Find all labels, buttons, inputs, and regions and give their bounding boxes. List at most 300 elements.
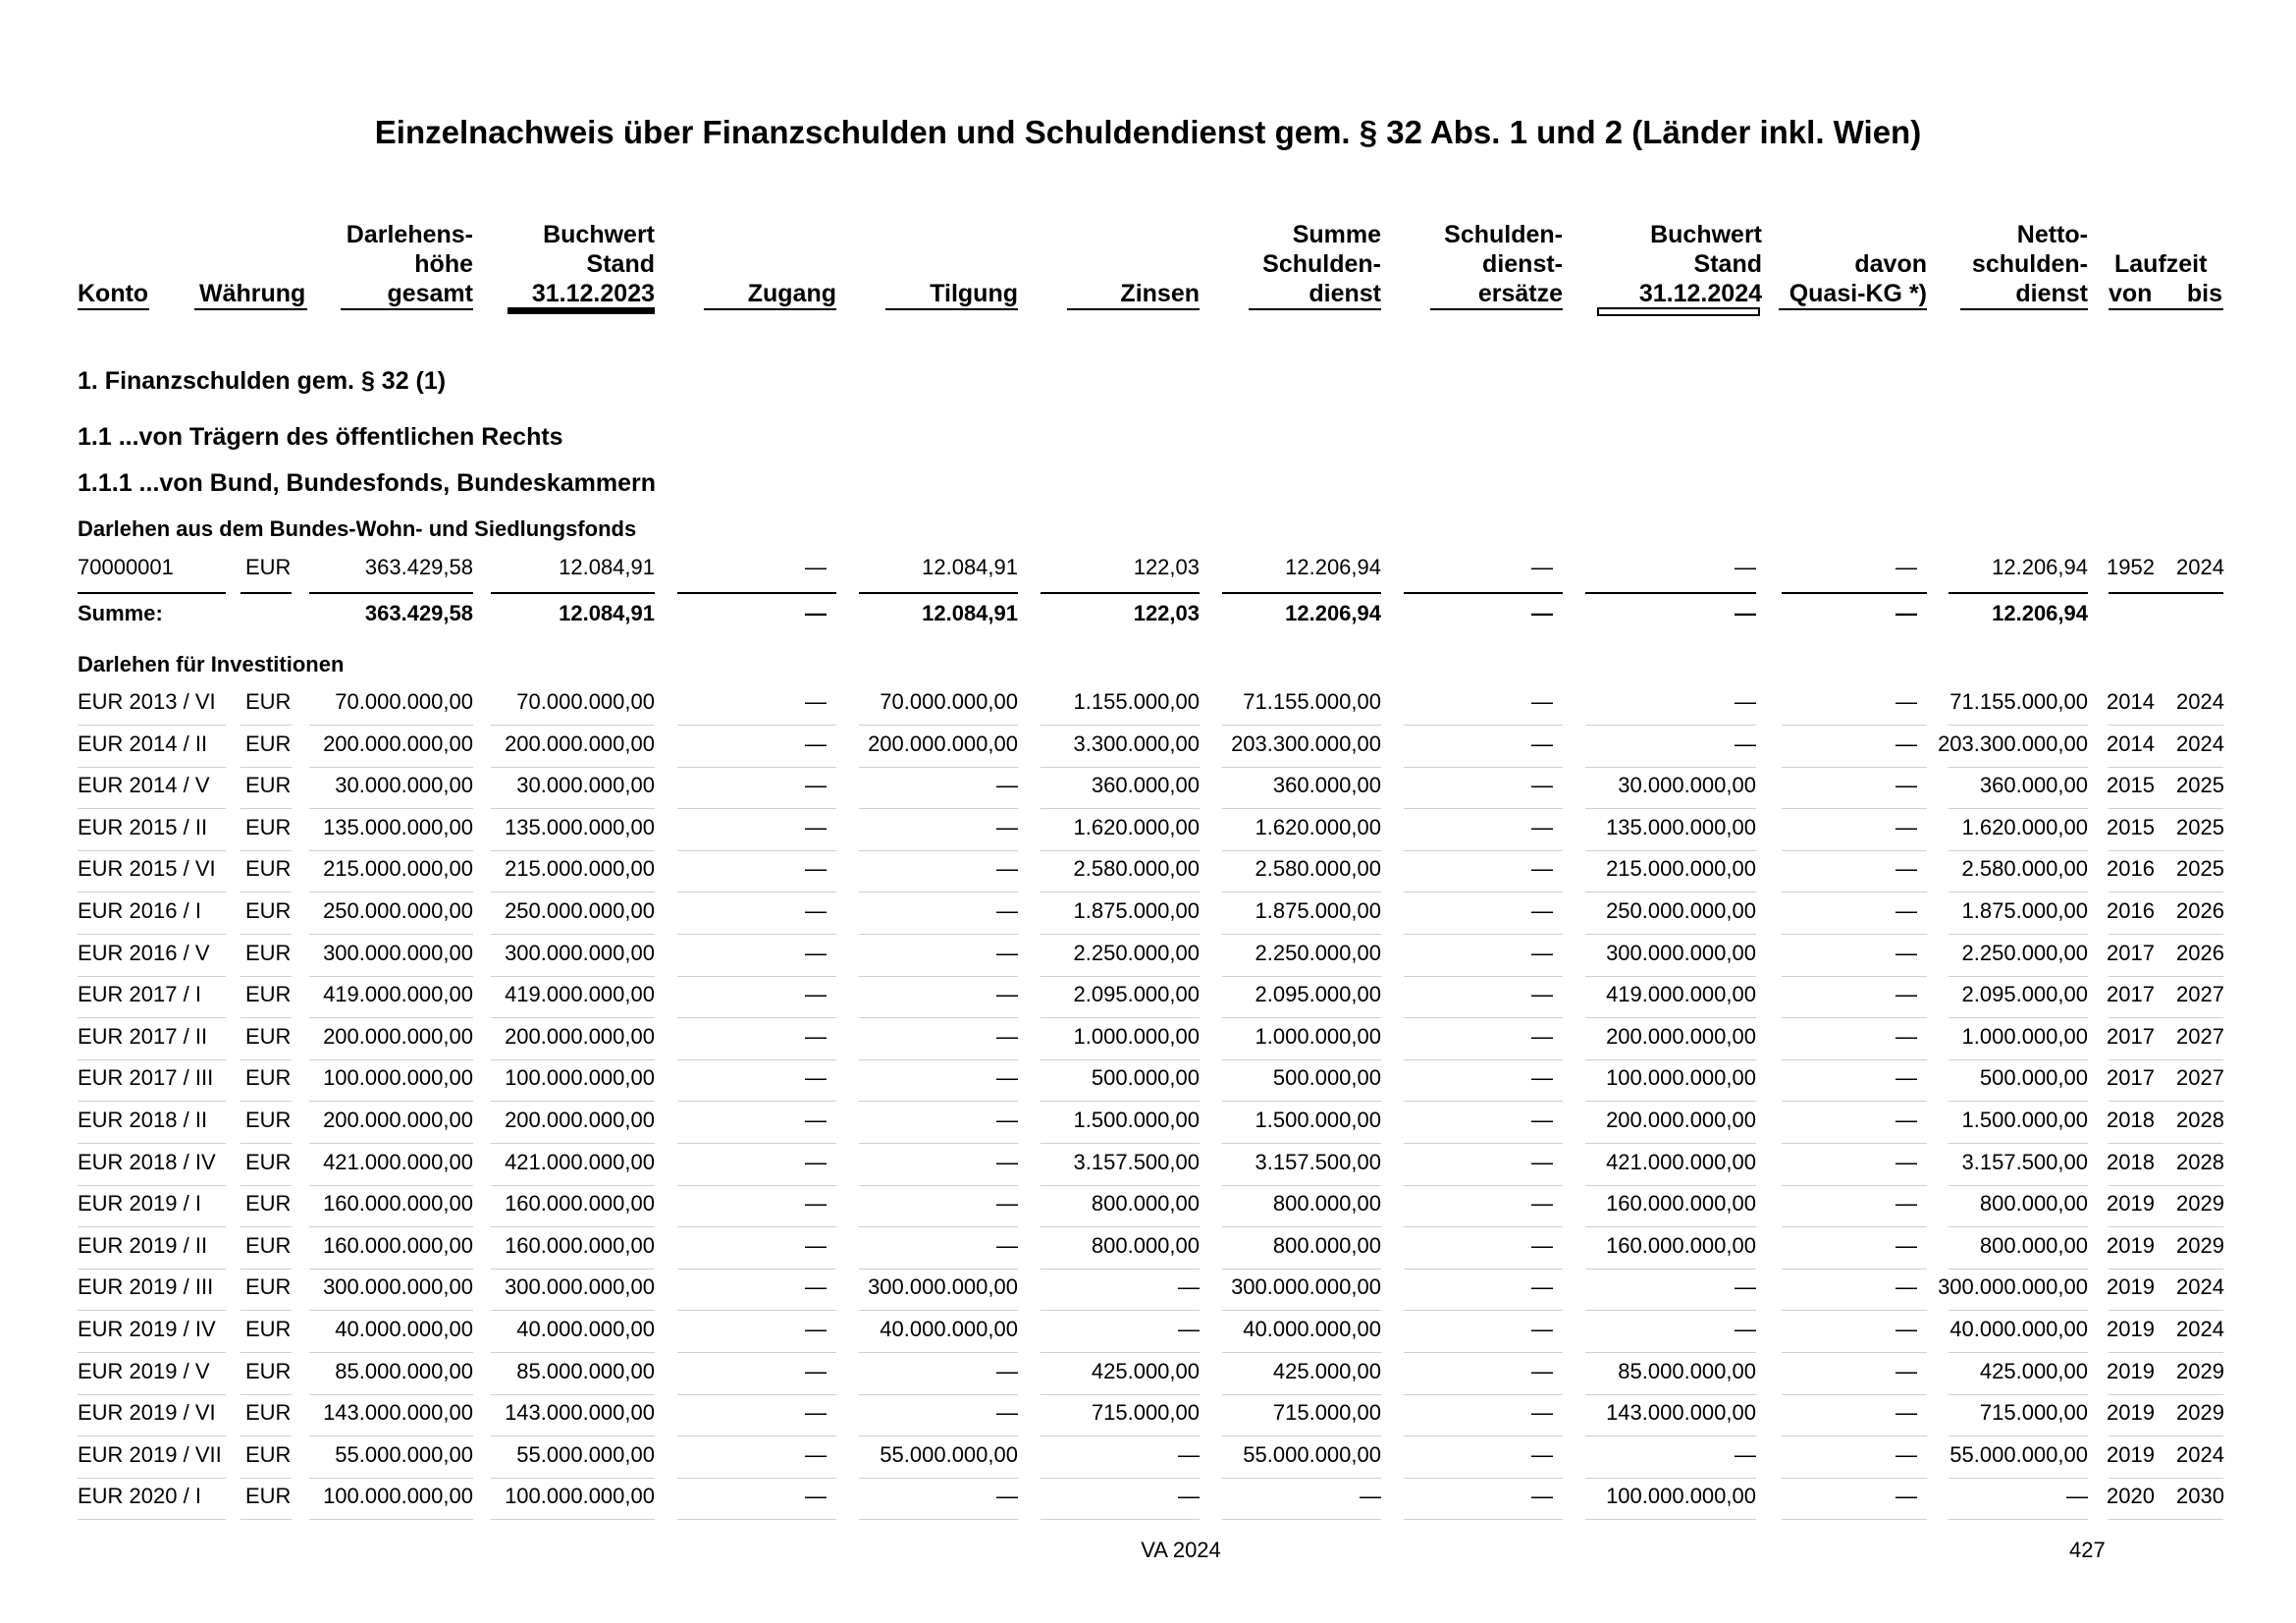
cell-summe-schuldendienst: 1.875.000,00 [1255,898,1381,923]
cell-nettoschuldendienst: 40.000.000,00 [1949,1317,2088,1341]
cell-waehrung: EUR [245,773,292,797]
table-row [0,1225,2296,1267]
header-konto: Konto [78,280,149,307]
cell-buchwert-2023: 421.000.000,00 [505,1150,655,1174]
cell-darlehenshoehe: 363.429,58 [364,555,473,579]
cell-ersaetze: — [1531,1191,1553,1216]
row-divider [859,1519,1018,1520]
cell-zinsen: 715.000,00 [1091,1400,1200,1425]
cell-darlehenshoehe: 160.000.000,00 [323,1191,473,1216]
section-heading-1: 1. Finanzschulden gem. § 32 (1) [78,367,447,395]
cell-summe-schuldendienst: 800.000,00 [1272,1233,1381,1258]
header-underline [885,308,1018,310]
cell-laufzeit-von: 2015 [2107,773,2155,797]
table-row [0,974,2296,1015]
cell-nettoschuldendienst: 360.000,00 [1979,773,2088,797]
cell-zinsen: 1.155.000,00 [1073,689,1200,714]
header-underline [1067,308,1200,310]
cell-tilgung: — [996,1233,1018,1258]
table-row [0,1183,2296,1224]
cell-zinsen: — [1178,1317,1200,1341]
cell-nettoschuldendienst: 12.206,94 [1992,601,2088,625]
cell-quasi-kg: — [1896,689,1917,714]
cell-nettoschuldendienst: 1.875.000,00 [1961,898,2088,923]
cell-tilgung: 40.000.000,00 [880,1317,1018,1341]
cell-summe-schuldendienst: 2.095.000,00 [1255,982,1381,1006]
cell-quasi-kg: — [1896,1274,1917,1299]
cell-summe-schuldendienst: 203.300.000,00 [1231,731,1381,756]
cell-quasi-kg: — [1896,1024,1917,1049]
cell-laufzeit-von: 2015 [2107,815,2155,839]
cell-darlehenshoehe: 421.000.000,00 [323,1150,473,1174]
cell-ersaetze: — [1531,815,1553,839]
cell-summe-schuldendienst: 71.155.000,00 [1243,689,1381,714]
cell-tilgung: 12.084,91 [922,555,1018,579]
cell-waehrung: EUR [245,815,292,839]
cell-laufzeit-von: 2016 [2107,856,2155,881]
cell-waehrung: EUR [245,555,292,579]
cell-buchwert-2023: 419.000.000,00 [505,982,655,1006]
cell-konto: EUR 2019 / IV [78,1317,216,1341]
cell-buchwert-2024: 135.000.000,00 [1606,815,1756,839]
cell-buchwert-2023: 12.084,91 [559,555,655,579]
cell-laufzeit-von: 2019 [2107,1442,2155,1467]
cell-tilgung: 300.000.000,00 [868,1274,1018,1299]
cell-laufzeit-von: 2019 [2107,1274,2155,1299]
cell-ersaetze: — [1531,731,1553,756]
header-underline [1430,308,1563,310]
cell-tilgung: — [996,1108,1018,1132]
cell-nettoschuldendienst: 3.157.500,00 [1961,1150,2088,1174]
cell-konto: EUR 2014 / V [78,773,210,797]
cell-darlehenshoehe: 70.000.000,00 [335,689,473,714]
cell-waehrung: EUR [245,1065,292,1090]
cell-darlehenshoehe: 100.000.000,00 [323,1484,473,1508]
cell-konto: Summe: [78,601,163,625]
cell-summe-schuldendienst: 500.000,00 [1272,1065,1381,1090]
row-divider [240,1519,292,1520]
table-row [0,1392,2296,1434]
cell-zugang: — [805,1150,827,1174]
row-divider [1782,1519,1927,1520]
cell-zugang: — [805,773,827,797]
cell-quasi-kg: — [1896,1191,1917,1216]
cell-buchwert-2024: 160.000.000,00 [1606,1233,1756,1258]
cell-konto: EUR 2019 / VII [78,1442,222,1467]
cell-waehrung: EUR [245,1024,292,1049]
cell-waehrung: EUR [245,898,292,923]
cell-laufzeit-von: 2014 [2107,689,2155,714]
cell-darlehenshoehe: 30.000.000,00 [335,773,473,797]
cell-zinsen: 3.300.000,00 [1073,731,1200,756]
cell-buchwert-2024: 200.000.000,00 [1606,1024,1756,1049]
cell-laufzeit-von: 2014 [2107,731,2155,756]
cell-nettoschuldendienst: 425.000,00 [1979,1359,2088,1383]
cell-darlehenshoehe: 300.000.000,00 [323,1274,473,1299]
table-row [0,1476,2296,1517]
cell-waehrung: EUR [245,1233,292,1258]
header-darlehenshoehe: Darlehens- höhe gesamt [346,221,473,307]
header-underline [1960,308,2088,310]
cell-laufzeit-von: 1952 [2107,555,2155,579]
sum-row [0,593,2296,634]
cell-summe-schuldendienst: 12.206,94 [1285,601,1381,625]
cell-laufzeit-von: 2019 [2107,1191,2155,1216]
footer-label: VA 2024 [1141,1538,1221,1562]
cell-zugang: — [805,815,827,839]
cell-zinsen: — [1178,1442,1200,1467]
cell-tilgung: — [996,773,1018,797]
cell-darlehenshoehe: 85.000.000,00 [335,1359,473,1383]
cell-waehrung: EUR [245,1442,292,1467]
cell-laufzeit-bis: 2029 [2176,1233,2224,1258]
cell-laufzeit-bis: 2027 [2176,982,2224,1006]
cell-buchwert-2024: — [1735,601,1756,625]
table-row [0,1057,2296,1099]
cell-zinsen: — [1178,1274,1200,1299]
cell-zinsen: 2.095.000,00 [1073,982,1200,1006]
cell-quasi-kg: — [1896,1065,1917,1090]
cell-summe-schuldendienst: 300.000.000,00 [1231,1274,1381,1299]
header-buchwert-2023: Buchwert Stand 31.12.2023 [531,221,655,307]
cell-buchwert-2023: 200.000.000,00 [505,1024,655,1049]
table-row [0,891,2296,932]
cell-ersaetze: — [1531,1233,1553,1258]
header-bis: bis [2186,280,2222,307]
cell-tilgung: — [996,1065,1018,1090]
cell-buchwert-2024: 250.000.000,00 [1606,898,1756,923]
cell-quasi-kg: — [1896,555,1917,579]
cell-nettoschuldendienst: 1.000.000,00 [1961,1024,2088,1049]
cell-buchwert-2023: 200.000.000,00 [505,731,655,756]
cell-waehrung: EUR [245,1108,292,1132]
cell-laufzeit-bis: 2025 [2176,773,2224,797]
cell-tilgung: — [996,856,1018,881]
cell-darlehenshoehe: 250.000.000,00 [323,898,473,923]
cell-konto: EUR 2019 / V [78,1359,210,1383]
cell-nettoschuldendienst: — [2066,1484,2088,1508]
table-row [0,807,2296,848]
row-divider [309,1519,473,1520]
cell-ersaetze: — [1531,1400,1553,1425]
cell-ersaetze: — [1531,941,1553,965]
section-heading-1-1-1: 1.1.1 ...von Bund, Bundesfonds, Bundeskammern [78,469,656,497]
cell-tilgung: — [996,1484,1018,1508]
cell-konto: EUR 2018 / II [78,1108,208,1132]
cell-zugang: — [805,1191,827,1216]
cell-laufzeit-von [2107,593,2165,634]
cell-zugang: — [805,1024,827,1049]
cell-summe-schuldendienst: 1.000.000,00 [1255,1024,1381,1049]
cell-waehrung: EUR [245,856,292,881]
cell-nettoschuldendienst: 800.000,00 [1979,1191,2088,1216]
cell-zugang: — [805,898,827,923]
cell-laufzeit-bis: 2024 [2176,731,2224,756]
cell-buchwert-2024: 215.000.000,00 [1606,856,1756,881]
cell-tilgung: — [996,982,1018,1006]
cell-laufzeit-von: 2017 [2107,1065,2155,1090]
cell-tilgung: 55.000.000,00 [880,1442,1018,1467]
cell-ersaetze: — [1531,773,1553,797]
cell-konto: EUR 2016 / I [78,898,201,923]
cell-buchwert-2024: 100.000.000,00 [1606,1065,1756,1090]
cell-zugang: — [805,941,827,965]
cell-laufzeit-von: 2019 [2107,1400,2155,1425]
table-row [0,1434,2296,1476]
cell-buchwert-2024: — [1735,1442,1756,1467]
cell-summe-schuldendienst: 12.206,94 [1285,555,1381,579]
cell-ersaetze: — [1531,1108,1553,1132]
cell-laufzeit-bis: 2024 [2176,1317,2224,1341]
cell-tilgung: — [996,815,1018,839]
cell-nettoschuldendienst: 1.620.000,00 [1961,815,2088,839]
table-row [0,547,2296,588]
cell-laufzeit-bis: 2028 [2176,1108,2224,1132]
row-divider [1222,1519,1381,1520]
cell-konto: EUR 2014 / II [78,731,208,756]
cell-tilgung: — [996,1024,1018,1049]
cell-ersaetze: — [1531,1442,1553,1467]
cell-tilgung: — [996,1150,1018,1174]
cell-waehrung: EUR [245,1317,292,1341]
header-underline [341,308,473,310]
cell-ersaetze: — [1531,1150,1553,1174]
cell-zugang: — [805,982,827,1006]
cell-laufzeit-bis: 2029 [2176,1191,2224,1216]
cell-tilgung: — [996,941,1018,965]
cell-zugang: — [805,1359,827,1383]
header-nettoschuldendienst: Netto- schulden- dienst [1971,221,2088,307]
header-zinsen: Zinsen [1120,280,1200,307]
header-schuldendienstersaetze: Schulden- dienst- ersätze [1444,221,1563,307]
cell-laufzeit-von: 2018 [2107,1150,2155,1174]
page-number: 427 [2069,1538,2106,1562]
cell-buchwert-2023: 300.000.000,00 [505,941,655,965]
cell-konto: EUR 2017 / II [78,1024,208,1049]
header-quasi-kg: davon Quasi-KG *) [1789,250,1927,307]
cell-zinsen: 122,03 [1133,601,1200,625]
cell-zugang: — [805,1442,827,1467]
cell-quasi-kg: — [1896,1108,1917,1132]
table-row [0,1351,2296,1392]
cell-waehrung: EUR [245,1484,292,1508]
cell-darlehenshoehe: 135.000.000,00 [323,815,473,839]
cell-buchwert-2024: — [1735,689,1756,714]
cell-konto: EUR 2016 / V [78,941,210,965]
cell-waehrung: EUR [245,1400,292,1425]
cell-ersaetze: — [1531,601,1553,625]
cell-quasi-kg: — [1896,815,1917,839]
cell-darlehenshoehe: 200.000.000,00 [323,1108,473,1132]
cell-zinsen: 800.000,00 [1091,1233,1200,1258]
cell-buchwert-2023: 100.000.000,00 [505,1484,655,1508]
header-underline [704,308,836,310]
cell-quasi-kg: — [1896,898,1917,923]
table-row [0,1100,2296,1141]
cell-quasi-kg: — [1896,1233,1917,1258]
cell-ersaetze: — [1531,555,1553,579]
cell-konto: EUR 2017 / I [78,982,201,1006]
cell-summe-schuldendienst: 1.620.000,00 [1255,815,1381,839]
cell-buchwert-2024: — [1735,555,1756,579]
cell-quasi-kg: — [1896,856,1917,881]
cell-waehrung: EUR [245,689,292,714]
cell-summe-schuldendienst: 40.000.000,00 [1243,1317,1381,1341]
cell-ersaetze: — [1531,689,1553,714]
cell-zinsen: 1.500.000,00 [1073,1108,1200,1132]
header-laufzeit: Laufzeit von bis [2109,250,2222,307]
cell-summe-schuldendienst: 55.000.000,00 [1243,1442,1381,1467]
row-divider [2109,1519,2223,1520]
table-row [0,1309,2296,1350]
cell-nettoschuldendienst: 1.500.000,00 [1961,1108,2088,1132]
row-divider [491,1519,655,1520]
cell-buchwert-2023: 70.000.000,00 [516,689,655,714]
header-buchwert-2024: Buchwert Stand 31.12.2024 [1638,221,1762,307]
cell-nettoschuldendienst: 2.580.000,00 [1961,856,2088,881]
row-divider [1949,1519,2088,1520]
cell-quasi-kg: — [1896,941,1917,965]
header-underline [1249,308,1381,310]
header-underline-thick [507,307,655,314]
cell-konto: EUR 2019 / I [78,1191,201,1216]
cell-laufzeit-bis: 2026 [2176,898,2224,923]
cell-buchwert-2024: 200.000.000,00 [1606,1108,1756,1132]
cell-buchwert-2023: 40.000.000,00 [516,1317,655,1341]
cell-darlehenshoehe: 200.000.000,00 [323,1024,473,1049]
cell-darlehenshoehe: 363.429,58 [364,601,473,625]
header-underline [194,308,307,310]
cell-zugang: — [805,856,827,881]
cell-nettoschuldendienst: 12.206,94 [1992,555,2088,579]
table-row [0,1142,2296,1183]
cell-laufzeit-bis: 2029 [2176,1400,2224,1425]
cell-tilgung: — [996,1359,1018,1383]
header-underline-double [1597,307,1760,316]
cell-quasi-kg: — [1896,1442,1917,1467]
cell-zinsen: 1.620.000,00 [1073,815,1200,839]
cell-laufzeit-bis: 2029 [2176,1359,2224,1383]
cell-darlehenshoehe: 55.000.000,00 [335,1442,473,1467]
cell-zinsen: — [1178,1484,1200,1508]
cell-buchwert-2024: 300.000.000,00 [1606,941,1756,965]
cell-konto: EUR 2018 / IV [78,1150,216,1174]
cell-zinsen: 500.000,00 [1091,1065,1200,1090]
cell-quasi-kg: — [1896,1484,1917,1508]
cell-buchwert-2023: 160.000.000,00 [505,1191,655,1216]
cell-zugang: — [805,1317,827,1341]
cell-darlehenshoehe: 200.000.000,00 [323,731,473,756]
cell-buchwert-2023: 160.000.000,00 [505,1233,655,1258]
table-row [0,933,2296,974]
cell-konto: EUR 2019 / VI [78,1400,216,1425]
header-zugang: Zugang [747,280,836,307]
cell-laufzeit-von: 2017 [2107,982,2155,1006]
cell-buchwert-2024: 85.000.000,00 [1618,1359,1756,1383]
cell-waehrung: EUR [245,731,292,756]
cell-laufzeit-bis: 2026 [2176,941,2224,965]
header-underline [1779,308,1927,310]
cell-zugang: — [805,1108,827,1132]
cell-buchwert-2023: 85.000.000,00 [516,1359,655,1383]
cell-ersaetze: — [1531,1274,1553,1299]
cell-waehrung: EUR [245,1274,292,1299]
cell-darlehenshoehe: 143.000.000,00 [323,1400,473,1425]
table-row [0,681,2296,723]
cell-laufzeit-bis [2165,593,2224,634]
header-underline [2109,308,2223,310]
cell-darlehenshoehe: 300.000.000,00 [323,941,473,965]
header-waehrung: Währung [199,280,306,307]
cell-laufzeit-bis: 2028 [2176,1150,2224,1174]
cell-buchwert-2024: 419.000.000,00 [1606,982,1756,1006]
header-tilgung: Tilgung [930,280,1018,307]
cell-konto: EUR 2017 / III [78,1065,214,1090]
cell-konto: EUR 2015 / VI [78,856,216,881]
cell-laufzeit-von: 2018 [2107,1108,2155,1132]
cell-ersaetze: — [1531,1024,1553,1049]
cell-buchwert-2024: 30.000.000,00 [1618,773,1756,797]
cell-buchwert-2023: 250.000.000,00 [505,898,655,923]
cell-tilgung: 70.000.000,00 [880,689,1018,714]
cell-zinsen: 3.157.500,00 [1073,1150,1200,1174]
cell-buchwert-2023: 30.000.000,00 [516,773,655,797]
cell-buchwert-2024: 143.000.000,00 [1606,1400,1756,1425]
row-divider [78,1519,226,1520]
cell-ersaetze: — [1531,1359,1553,1383]
cell-darlehenshoehe: 419.000.000,00 [323,982,473,1006]
cell-summe-schuldendienst: 2.250.000,00 [1255,941,1381,965]
cell-tilgung: 200.000.000,00 [868,731,1018,756]
cell-ersaetze: — [1531,982,1553,1006]
header-von: von [2109,280,2153,307]
cell-buchwert-2023: 135.000.000,00 [505,815,655,839]
cell-buchwert-2023: 215.000.000,00 [505,856,655,881]
cell-zugang: — [805,555,827,579]
cell-nettoschuldendienst: 203.300.000,00 [1938,731,2088,756]
cell-zinsen: 2.250.000,00 [1073,941,1200,965]
cell-quasi-kg: — [1896,1400,1917,1425]
cell-laufzeit-von: 2017 [2107,1024,2155,1049]
cell-waehrung: EUR [245,1191,292,1216]
cell-nettoschuldendienst: 2.095.000,00 [1961,982,2088,1006]
cell-zugang: — [805,1400,827,1425]
cell-buchwert-2023: 200.000.000,00 [505,1108,655,1132]
cell-konto: EUR 2013 / VI [78,689,216,714]
cell-nettoschuldendienst: 71.155.000,00 [1949,689,2088,714]
cell-buchwert-2024: 421.000.000,00 [1606,1150,1756,1174]
cell-waehrung: EUR [245,941,292,965]
row-divider [1404,1519,1563,1520]
cell-tilgung: — [996,1191,1018,1216]
row-divider [1041,1519,1200,1520]
cell-waehrung: EUR [245,982,292,1006]
cell-ersaetze: — [1531,1317,1553,1341]
cell-summe-schuldendienst: 425.000,00 [1272,1359,1381,1383]
cell-konto: EUR 2015 / II [78,815,208,839]
cell-tilgung: — [996,898,1018,923]
cell-ersaetze: — [1531,898,1553,923]
cell-zugang: — [805,689,827,714]
cell-darlehenshoehe: 215.000.000,00 [323,856,473,881]
cell-laufzeit-bis: 2025 [2176,856,2224,881]
cell-summe-schuldendienst: 800.000,00 [1272,1191,1381,1216]
table-row [0,765,2296,806]
cell-summe-schuldendienst: 3.157.500,00 [1255,1150,1381,1174]
cell-quasi-kg: — [1896,601,1917,625]
cell-zinsen: 425.000,00 [1091,1359,1200,1383]
cell-quasi-kg: — [1896,1150,1917,1174]
